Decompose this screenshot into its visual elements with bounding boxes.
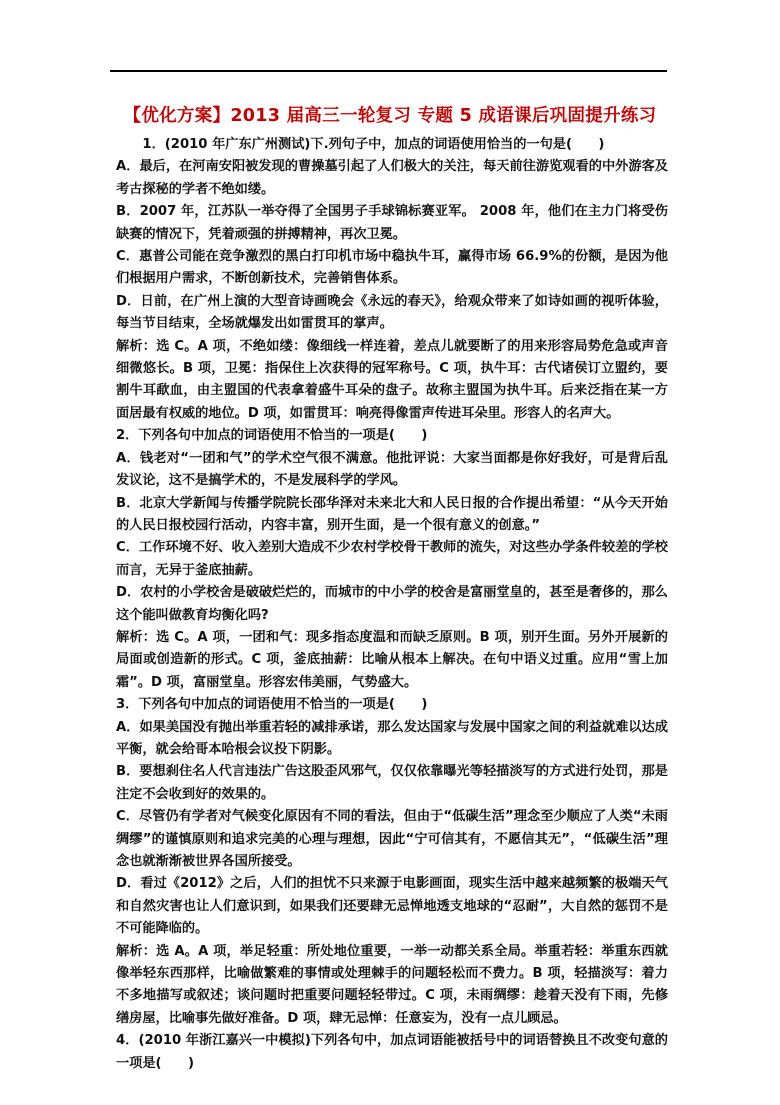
question-3-analysis: 解析：选 A。A 项，举足轻重：所处地位重要，一举一动都关系全局。举重若轻：举重东西就像举轻东西那样，比喻做繁难的事情或处理棘手的问题轻松而不费力。B 项，轻描淡写：着力不多地描写或叙述；谈问题时把重要问题轻轻带过。C 项，未雨绸缪：趁着天没有下雨，先修缮房屋，比喻事先做好准备。D 项，肆无忌惮：任意妄为，没有一点儿顾忌。: [116, 943, 668, 1026]
document-title: 【优化方案】2013 届高三一轮复习 专题 5 成语课后巩固提升练习: [123, 106, 657, 126]
question-3-option-d: D．看过《2012》之后，人们的担忧不只来源于电影画面，现实生活中越来越频繁的极端天气和自然灾害也让人们意识到，如果我们还要肆无忌惮地透支地球的“忍耐”，大自然的惩罚不是不可能降临的。: [116, 876, 668, 937]
question-1-stem: 1．(2010 年广东广州测试)下.列句子中，加点的词语使用恰当的一句是( ): [142, 137, 605, 152]
question-2-option-b: B．北京大学新闻与传播学院院长邵华泽对未来北大和人民日报的合作提出希望：“从今天开始的人民日报校园行活动，内容丰富，别开生面，是一个很有意义的创意。”: [116, 495, 668, 533]
question-1-option-a: A．最后，在河南安阳被发现的曹操墓引起了人们极大的关注，每天前往游览观看的中外游客及考古探秘的学者不绝如缕。: [116, 159, 668, 197]
question-1-analysis: 解析：选 C。A 项，不绝如缕：像细线一样连着，差点儿就要断了的用来形容局势危急或声音细微悠长。B 项，卫冕：指保住上次获得的冠军称号。C 项，执牛耳：古代诸侯订立盟约，要割牛耳歃血，由主盟国的代表拿着盛牛耳朵的盘子。故称主盟国为执牛耳。后来泛指在某一方面居最有权威的地位。D 项，如雷贯耳：响亮得像雷声传进耳朵里。形容人的名声大。: [116, 338, 668, 421]
question-4-stem: 4．(2010 年浙江嘉兴一中模拟)下列各句中，加点词语能被括号中的词语替换且不改变句意的一项是( ): [116, 1033, 668, 1071]
question-2-stem: 2．下列各句中加点的词语使用不恰当的一项是( ): [116, 428, 428, 444]
question-1-option-d: D．日前，在广州上演的大型音诗画晚会《永远的春天》，给观众带来了如诗如画的视听体验，每当节目结束，全场就爆发出如雷贯耳的掌声。: [116, 293, 668, 332]
question-1-option-c: C．惠普公司能在竞争激烈的黑白打印机市场中稳执牛耳，赢得市场 66.9%的份额，是因为他们根据用户需求，不断创新技术，完善销售体系。: [116, 249, 668, 287]
question-2-option-c: C．工作环境不好、收入差别大造成不少农村学校骨干教师的流失，对这些办学条件较差的学校而言，无异于釜底抽薪。: [116, 540, 668, 578]
question-3-stem: 3．下列各句中加点的词语使用不恰当的一项是( ): [116, 697, 428, 713]
question-2-option-a: A．钱老对“一团和气”的学术空气很不满意。他批评说：大家当面都是你好我好，可是背后乱发议论，这不是搞学术的，不是发展科学的学风。: [116, 450, 668, 489]
question-3-option-c: C．尽管仍有学者对气候变化原因有不同的看法，但由于“低碳生活”理念至少顺应了人类“未雨绸缪”的谨慎原则和追求完美的心理与理想，因此“宁可信其有，不愿信其无”，“低碳生活”理念也就渐渐被世界各国所接受。: [116, 809, 668, 869]
question-3-option-b: B．要想刹住名人代言违法广告这股歪风邪气，仅仅依靠曝光等轻描淡写的方式进行处罚，那是注定不会收到好的效果的。: [116, 764, 668, 802]
question-3-option-a: A．如果美国没有抛出举重若轻的减排承诺，那么发达国家与发展中国家之间的利益就难以达成平衡，就会给哥本哈根会议投下阴影。: [116, 719, 668, 757]
question-1-option-b: B．2007 年，江苏队一举夺得了全国男子手球锦标赛亚军。 2008 年，他们在主力门将受伤缺赛的情况下，凭着顽强的拼搏精神，再次卫冕。: [116, 204, 668, 242]
document-body: [116, 134, 668, 1075]
question-2-analysis: 解析：选 C。A 项，一团和气：现多指态度温和而缺乏原则。B 项，别开生面。另外开展新的局面或创造新的形式。C 项，釜底抽薪：比喻从根本上解决。在句中语义过重。应用“雪上加霜”。D 项，富丽堂皇。形容宏伟美丽，气势盛大。: [116, 629, 668, 690]
question-2-option-d: D．农村的小学校舍是破破烂烂的，而城市的中小学的校舍是富丽堂皇的，甚至是奢侈的，那么这个能叫做教育均衡化吗?: [116, 585, 668, 623]
header-rule: [110, 70, 667, 72]
